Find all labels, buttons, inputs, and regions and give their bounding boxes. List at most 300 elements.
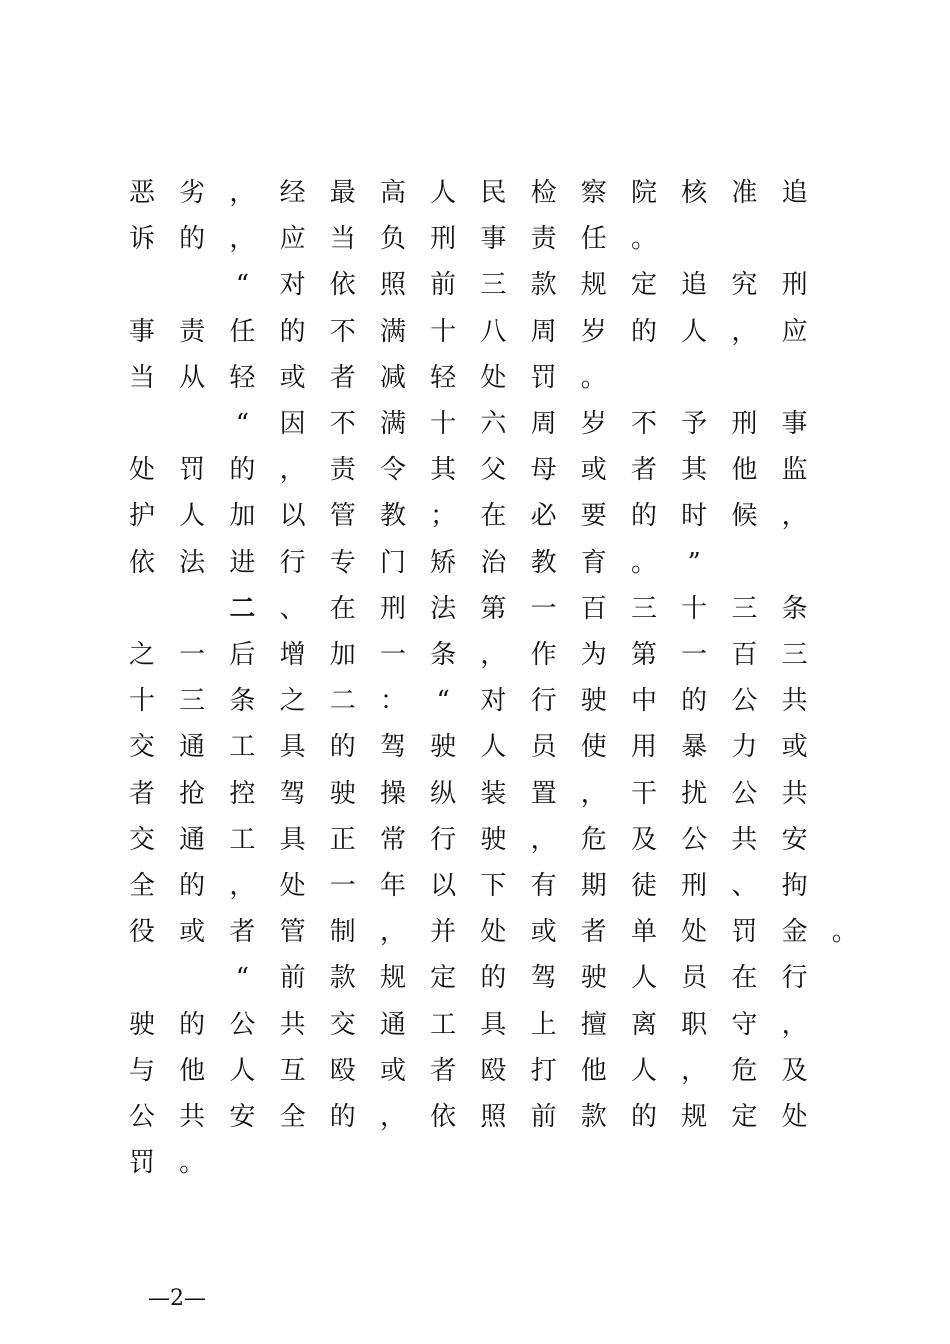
text-char: 处	[279, 871, 306, 901]
text-char: 干	[630, 778, 657, 809]
text-char: ，	[229, 224, 256, 255]
text-char: 工	[430, 1009, 457, 1040]
text-char: 恶	[128, 178, 155, 208]
text-char: 殴	[480, 1055, 507, 1086]
text-char: 以	[430, 871, 457, 901]
text-char: 人	[430, 178, 457, 208]
text-char: 百	[580, 593, 607, 624]
text-char: 扰	[681, 778, 708, 809]
text-char: 在	[329, 593, 356, 624]
text-char: 十	[681, 593, 708, 624]
text-char: 察	[580, 178, 607, 208]
text-char: 人	[630, 963, 657, 994]
text-line	[0, 727, 950, 767]
text-char: 的	[630, 501, 657, 532]
text-char: 驾	[530, 963, 557, 994]
text-char: 者	[630, 455, 657, 486]
text-char: 离	[630, 1009, 657, 1040]
text-char: 抢	[179, 778, 206, 809]
text-char: 暴	[681, 732, 708, 763]
text-char: 常	[379, 824, 406, 855]
text-char: 规	[681, 1102, 708, 1132]
text-char: 责	[530, 224, 557, 255]
text-char: 轻	[430, 362, 457, 393]
text-char: 教	[530, 547, 557, 578]
text-char: 款	[530, 270, 557, 301]
text-char: 加	[229, 501, 256, 532]
text-char: 的	[179, 224, 206, 255]
text-char: “	[235, 270, 250, 301]
page-number: —2—	[148, 1286, 206, 1311]
text-char: “	[235, 963, 250, 994]
text-char: 公	[681, 824, 708, 855]
text-char: 的	[630, 316, 657, 347]
text-char: 单	[630, 917, 657, 948]
text-char: 职	[681, 1009, 708, 1040]
text-char: 驶	[128, 1009, 155, 1040]
text-char: ，	[781, 501, 808, 532]
text-char: 从	[179, 362, 206, 393]
text-char: 全	[279, 1102, 306, 1132]
text-char: 其	[681, 455, 708, 486]
text-char: 或	[781, 732, 808, 763]
text-char: ，	[229, 871, 256, 901]
text-char: 法	[179, 547, 206, 578]
text-char: “	[235, 409, 250, 439]
text-char: 共	[179, 1102, 206, 1132]
text-char: 处	[681, 917, 708, 948]
text-char: 力	[731, 732, 758, 763]
text-char: 母	[530, 455, 557, 486]
text-char: 加	[329, 640, 356, 670]
text-char: 的	[480, 963, 507, 994]
text-char: 专	[329, 547, 356, 578]
text-char: 驶	[329, 778, 356, 809]
text-char: ，	[480, 640, 507, 670]
text-char: 公	[731, 778, 758, 809]
text-char: 通	[179, 732, 206, 763]
text-char: 纵	[430, 778, 457, 809]
text-char: 经	[279, 178, 306, 208]
text-char: 三	[179, 686, 206, 717]
text-char: 及	[781, 1055, 808, 1086]
text-char: 人	[681, 316, 708, 347]
text-char: 具	[279, 732, 306, 763]
text-char: 下	[480, 871, 507, 901]
text-char: 检	[530, 178, 557, 208]
text-char: 规	[379, 963, 406, 994]
text-char: 役	[128, 917, 155, 948]
text-char: 与	[128, 1055, 155, 1086]
text-char: 应	[781, 316, 808, 347]
text-char: ，	[379, 917, 406, 948]
text-char: 轻	[229, 362, 256, 393]
text-char: 一	[379, 640, 406, 670]
text-char: 交	[128, 732, 155, 763]
text-char: 共	[781, 778, 808, 809]
text-char: 事	[781, 409, 808, 439]
text-char: 危	[731, 1055, 758, 1086]
text-char: 罚	[530, 362, 557, 393]
text-char: 百	[731, 640, 758, 670]
text-char: 的	[179, 1009, 206, 1040]
text-char: 第	[630, 640, 657, 670]
text-char: 对	[279, 270, 306, 301]
text-line	[0, 1097, 950, 1137]
text-char: 危	[580, 824, 607, 855]
text-char: 法	[430, 593, 457, 624]
text-char: 期	[580, 871, 607, 901]
text-line	[0, 358, 950, 398]
text-char: 周	[530, 316, 557, 347]
text-char: 定	[630, 270, 657, 301]
text-char: 定	[731, 1102, 758, 1132]
text-char: 驶	[430, 732, 457, 763]
text-char: 者	[128, 778, 155, 809]
text-char: ：	[379, 686, 406, 717]
text-char: 处	[480, 917, 507, 948]
text-char: 一	[681, 640, 708, 670]
text-line	[0, 681, 950, 721]
text-char: 岁	[580, 409, 607, 439]
text-char: 工	[229, 732, 256, 763]
text-char: 他	[179, 1055, 206, 1086]
text-line	[0, 265, 950, 305]
text-char: 驶	[580, 686, 607, 717]
text-line	[0, 1005, 950, 1045]
text-char: 进	[229, 547, 256, 578]
text-char: 前	[430, 270, 457, 301]
text-char: 全	[128, 871, 155, 901]
text-char: 定	[430, 963, 457, 994]
text-char: 互	[279, 1055, 306, 1086]
text-char: 具	[279, 824, 306, 855]
text-char: 刑	[379, 593, 406, 624]
text-char: 并	[430, 917, 457, 948]
text-char: 依	[329, 270, 356, 301]
text-char: 二	[229, 593, 256, 624]
text-char: 条	[229, 686, 256, 717]
text-char: 处	[781, 1102, 808, 1132]
text-char: 前	[530, 1102, 557, 1132]
text-char: 管	[279, 917, 306, 948]
text-char: 依	[430, 1102, 457, 1132]
text-char: 的	[329, 1102, 356, 1132]
text-char: 或	[379, 1055, 406, 1086]
text-char: 他	[580, 1055, 607, 1086]
text-char: 者	[329, 362, 356, 393]
text-char: 二	[329, 686, 356, 717]
text-char: 金	[781, 917, 808, 948]
text-char: 款	[580, 1102, 607, 1132]
text-line	[0, 635, 950, 675]
text-char: 刑	[731, 409, 758, 439]
text-char: 后	[229, 640, 256, 670]
text-char: 人	[480, 732, 507, 763]
text-char: 年	[379, 871, 406, 901]
text-char: 任	[229, 316, 256, 347]
text-line	[0, 219, 950, 259]
text-char: 规	[580, 270, 607, 301]
text-char: 满	[379, 409, 406, 439]
text-char: 工	[229, 824, 256, 855]
text-char: 置	[530, 778, 557, 809]
text-line	[0, 312, 950, 352]
text-char: 安	[781, 824, 808, 855]
text-char: ，	[681, 1055, 708, 1086]
text-char: 追	[781, 178, 808, 208]
text-char: 或	[580, 455, 607, 486]
text-char: 第	[480, 593, 507, 624]
text-char: 十	[430, 409, 457, 439]
text-char: 打	[530, 1055, 557, 1086]
text-char: 的	[681, 686, 708, 717]
text-char: 条	[781, 593, 808, 624]
text-char: 责	[179, 316, 206, 347]
text-char: ，	[530, 824, 557, 855]
text-char: 者	[229, 917, 256, 948]
text-char: 一	[179, 640, 206, 670]
text-char: 三	[630, 593, 657, 624]
text-char: 通	[179, 824, 206, 855]
text-char: 罚	[179, 455, 206, 486]
text-char: 公	[128, 1102, 155, 1132]
text-char: 或	[279, 362, 306, 393]
text-line	[0, 912, 950, 952]
text-char: 管	[329, 501, 356, 532]
text-char: ，	[580, 778, 607, 809]
text-char: 任	[580, 224, 607, 255]
text-line	[0, 450, 950, 490]
text-char: ；	[430, 501, 457, 532]
text-char: 当	[128, 362, 155, 393]
text-char: 不	[329, 409, 356, 439]
text-char: 员	[681, 963, 708, 994]
text-char: 。	[179, 1148, 206, 1179]
text-char: 他	[731, 455, 758, 486]
text-char: 操	[379, 778, 406, 809]
text-char: ”	[687, 547, 701, 578]
text-char: 使	[580, 732, 607, 763]
text-char: 安	[229, 1102, 256, 1132]
text-char: 时	[681, 501, 708, 532]
text-char: 一	[329, 871, 356, 901]
text-char: 擅	[580, 1009, 607, 1040]
text-char: 高	[379, 178, 406, 208]
text-char: 、	[731, 871, 758, 901]
text-char: 人	[179, 501, 206, 532]
text-char: 最	[329, 178, 356, 208]
text-char: 有	[530, 871, 557, 901]
text-char: 事	[480, 224, 507, 255]
text-char: ，	[781, 1009, 808, 1040]
text-line	[0, 1051, 950, 1091]
text-char: 驾	[379, 732, 406, 763]
text-char: 制	[329, 917, 356, 948]
text-char: 通	[379, 1009, 406, 1040]
text-char: 其	[430, 455, 457, 486]
text-char: 正	[329, 824, 356, 855]
text-char: 守	[731, 1009, 758, 1040]
text-char: 的	[630, 1102, 657, 1132]
text-char: 令	[379, 455, 406, 486]
text-char: 三	[731, 593, 758, 624]
text-char: 因	[279, 409, 306, 439]
text-char: 三	[781, 640, 808, 670]
text-line	[0, 820, 950, 860]
text-char: 驶	[580, 963, 607, 994]
text-char: 应	[279, 224, 306, 255]
text-char: 不	[329, 316, 356, 347]
text-char: 的	[279, 316, 306, 347]
text-char: 及	[630, 824, 657, 855]
text-line	[0, 866, 950, 906]
text-char: 的	[329, 732, 356, 763]
text-char: 公	[229, 1009, 256, 1040]
text-char: 刑	[781, 270, 808, 301]
text-char: 当	[329, 224, 356, 255]
text-char: 罚	[731, 917, 758, 948]
text-char: 的	[229, 455, 256, 486]
text-char: 共	[731, 824, 758, 855]
text-char: 装	[480, 778, 507, 809]
text-char: 究	[731, 270, 758, 301]
text-char: 岁	[580, 316, 607, 347]
text-char: ，	[279, 455, 306, 486]
text-char: ，	[379, 1102, 406, 1132]
text-char: 治	[480, 547, 507, 578]
text-char: 共	[781, 686, 808, 717]
text-char: 要	[580, 501, 607, 532]
text-char: 。	[831, 917, 858, 948]
text-char: 以	[279, 501, 306, 532]
text-char: 对	[480, 686, 507, 717]
text-char: 中	[630, 686, 657, 717]
text-line	[0, 774, 950, 814]
text-char: 刑	[430, 224, 457, 255]
text-char: “	[436, 686, 450, 717]
text-char: 上	[530, 1009, 557, 1040]
text-char: 者	[580, 917, 607, 948]
text-char: 殴	[329, 1055, 356, 1086]
text-char: 责	[329, 455, 356, 486]
text-line	[0, 173, 950, 213]
text-char: 八	[480, 316, 507, 347]
text-char: 员	[530, 732, 557, 763]
text-char: 矫	[430, 547, 457, 578]
text-char: 一	[530, 593, 557, 624]
text-char: 父	[480, 455, 507, 486]
text-char: 行	[781, 963, 808, 994]
text-char: 照	[480, 1102, 507, 1132]
text-char: 候	[731, 501, 758, 532]
text-char: 予	[681, 409, 708, 439]
text-char: 在	[480, 501, 507, 532]
text-line	[0, 1143, 950, 1183]
text-char: 徒	[630, 871, 657, 901]
text-char: 追	[681, 270, 708, 301]
text-char: 不	[630, 409, 657, 439]
text-line	[0, 543, 950, 583]
text-char: 处	[128, 455, 155, 486]
text-line	[0, 958, 950, 998]
text-char: 十	[128, 686, 155, 717]
text-char: 核	[681, 178, 708, 208]
text-char: 院	[630, 178, 657, 208]
text-char: 用	[630, 732, 657, 763]
text-char: 具	[480, 1009, 507, 1040]
text-char: 控	[229, 778, 256, 809]
text-char: 条	[430, 640, 457, 670]
text-char: 周	[530, 409, 557, 439]
text-char: 六	[480, 409, 507, 439]
text-char: 刑	[681, 871, 708, 901]
text-char: 三	[480, 270, 507, 301]
text-char: 为	[580, 640, 607, 670]
text-char: 护	[128, 501, 155, 532]
text-char: 或	[530, 917, 557, 948]
text-char: 十	[430, 316, 457, 347]
text-char: 之	[279, 686, 306, 717]
text-char: 交	[329, 1009, 356, 1040]
text-char: 交	[128, 824, 155, 855]
text-char: 满	[379, 316, 406, 347]
text-char: ，	[229, 178, 256, 208]
text-char: 事	[128, 316, 155, 347]
text-char: 。	[580, 362, 607, 393]
text-char: 前	[279, 963, 306, 994]
text-char: 或	[179, 917, 206, 948]
text-char: 行	[430, 824, 457, 855]
text-char: 监	[781, 455, 808, 486]
text-line	[0, 589, 950, 629]
text-char: 之	[128, 640, 155, 670]
text-char: 必	[530, 501, 557, 532]
text-char: 增	[279, 640, 306, 670]
text-char: 者	[430, 1055, 457, 1086]
text-char: 劣	[179, 178, 206, 208]
text-char: 的	[179, 871, 206, 901]
text-char: 准	[731, 178, 758, 208]
text-char: 款	[329, 963, 356, 994]
text-char: 。	[630, 547, 657, 578]
text-char: 减	[379, 362, 406, 393]
text-char: 、	[279, 593, 306, 624]
text-char: 诉	[128, 224, 155, 255]
text-char: 照	[379, 270, 406, 301]
text-char: 处	[480, 362, 507, 393]
text-line	[0, 496, 950, 536]
text-char: 门	[379, 547, 406, 578]
text-char: 依	[128, 547, 155, 578]
text-char: 拘	[781, 871, 808, 901]
text-char: ，	[731, 316, 758, 347]
text-char: 民	[480, 178, 507, 208]
text-char: 作	[530, 640, 557, 670]
text-char: 人	[229, 1055, 256, 1086]
text-char: 在	[731, 963, 758, 994]
text-char: 驾	[279, 778, 306, 809]
text-char: 。	[630, 224, 657, 255]
text-char: 教	[379, 501, 406, 532]
text-char: 育	[580, 547, 607, 578]
text-char: 公	[731, 686, 758, 717]
text-char: 罚	[128, 1148, 155, 1179]
text-char: 行	[530, 686, 557, 717]
text-char: 人	[630, 1055, 657, 1086]
text-char: 行	[279, 547, 306, 578]
text-char: 负	[379, 224, 406, 255]
